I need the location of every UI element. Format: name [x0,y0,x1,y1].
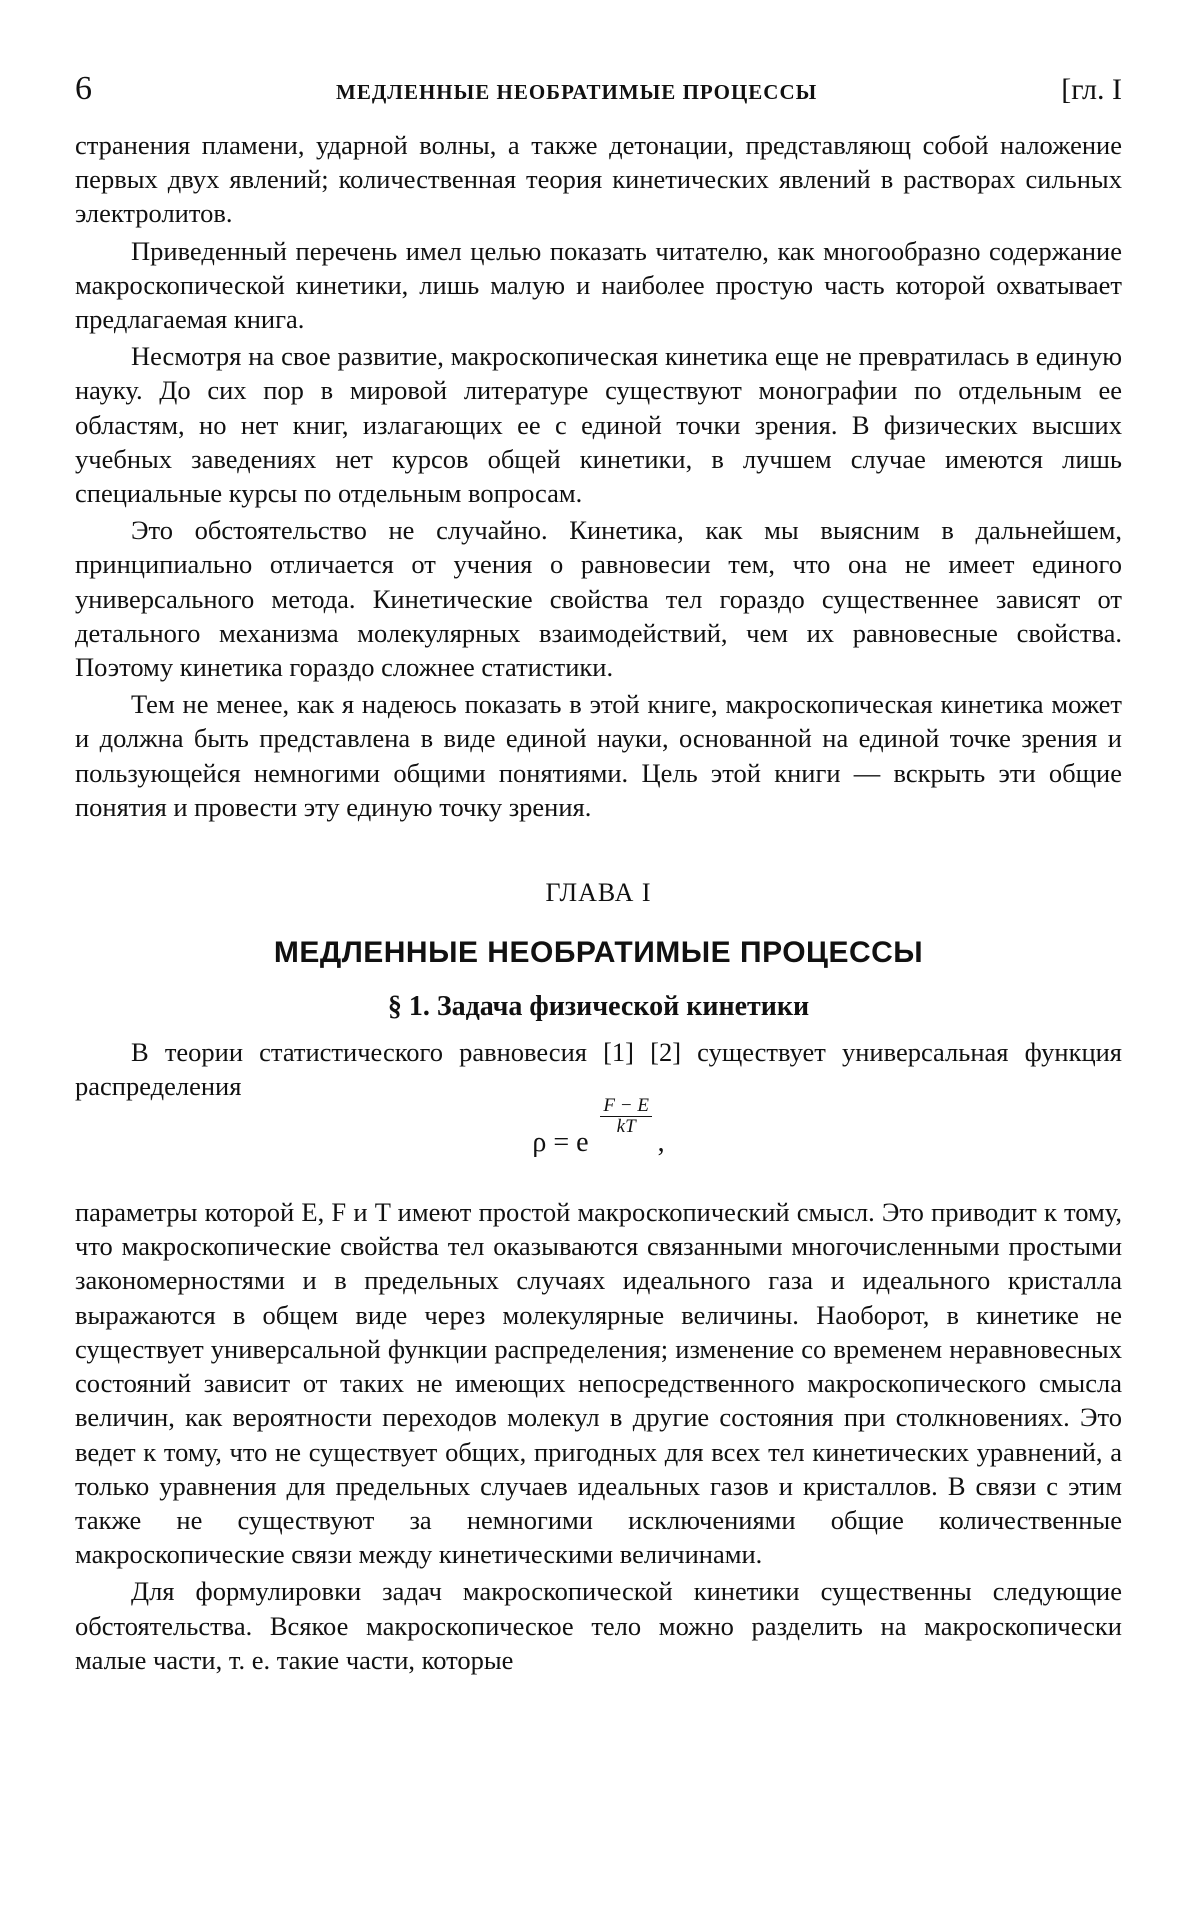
paragraph: Это обстоятельство не случайно. Кинетика, как мы выясним в дальнейшем, принципиально отличается от учения о равновесии тем, что она не имеет единого универсального метода. Кинетические свойства тел гораздо существеннее зависят от детального механизма молекулярных взаимодействий, чем их равновесные свойства. Поэтому кинетика гораздо сложнее статистики. [75,515,1122,683]
chapter-label: ГЛАВА I [545,878,652,908]
paragraph-continued: странения пламени, ударной волны, а также детонации, представляющ собой наложение первых двух явлений; количественная теория кинетических явлений в растворах сильных электролитов. [75,130,1122,229]
paragraph: Тем не менее, как я надеюсь показать в этой книге, макроскопическая кинетика может и должна быть представлена в виде единой науки, основанной на единой точке зрения и пользующейся немногими общими понятиями. Цель этой книги — вскрыть эти общие понятия и провести эту единую точку зрения. [75,689,1122,822]
paragraph-intro: В теории статистического равновесия [1] [2] существует универсальная функция распределения [75,1036,1122,1101]
running-head [75,70,1122,110]
formula-exponent [600,1096,652,1137]
chapter-reference: [гл. I [1061,73,1122,106]
running-title: МЕДЛЕННЫЕ НЕОБРАТИМЫЕ ПРОЦЕССЫ [336,80,818,104]
chapter-title: МЕДЛЕННЫЕ НЕОБРАТИМЫЕ ПРОЦЕССЫ [273,936,924,970]
section-title: § 1. Задача физической кинетики [387,991,810,1023]
exponent-numerator: F − E [600,1096,652,1117]
body-text [75,128,1122,1677]
paragraph: Для формулировки задач макроскопической кинетики существенны следующие обстоятельства. Всякое макроскопическое тело можно разделить на макроскопически малые части, т. е. такие части, которые [75,1576,1122,1675]
formula-comma: , [657,1127,665,1159]
distribution-formula [75,1095,1122,1183]
formula-lhs: ρ = e [532,1127,589,1159]
exponent-denominator: kT [616,1116,636,1138]
paragraph: Несмотря на свое развитие, макроскопическая кинетика еще не превратилась в единую науку. До сих пор в мировой литературе существуют монографии по отдельным ее областям, но нет книг, излагающих ее с единой точки зрения. В физических высших учебных заведениях нет курсов общей кинетики, в лучшем случае имеются лишь специальные курсы по отдельным вопросам. [75,341,1122,509]
paragraph: Приведенный перечень имел целью показать читателю, как многообразно содержание макроскопической кинетики, лишь малую и наиболее простую часть которой охватывает предлагаемая книга. [75,235,1122,335]
paragraph-continued: параметры которой E, F и T имеют простой макроскопический смысл. Это приводит к тому, что макроскопические свойства тел оказываются связанными многочисленными простыми закономерностями и в предельных случаях идеального газа и идеального кристалла выражаются в общем виде через молекулярные величины. Наоборот, в кинетике не существует универсальной функции распределения; изменение со временем неравновесных состояний зависит от таких не имеющих непосредственного макроскопического смысла величин, как вероятности переходов молекул в другие состояния при столкновениях. Это ведет к тому, что не существует общих, пригодных для всех тел кинетических уравнений, а только уравнения для предельных случаев идеальных газов и кристаллов. В связи с этим также не существуют за немногими исключениями общие количественные макроскопические связи между кинетическими величинами. [75,1197,1122,1570]
page-number: 6 [75,70,92,107]
